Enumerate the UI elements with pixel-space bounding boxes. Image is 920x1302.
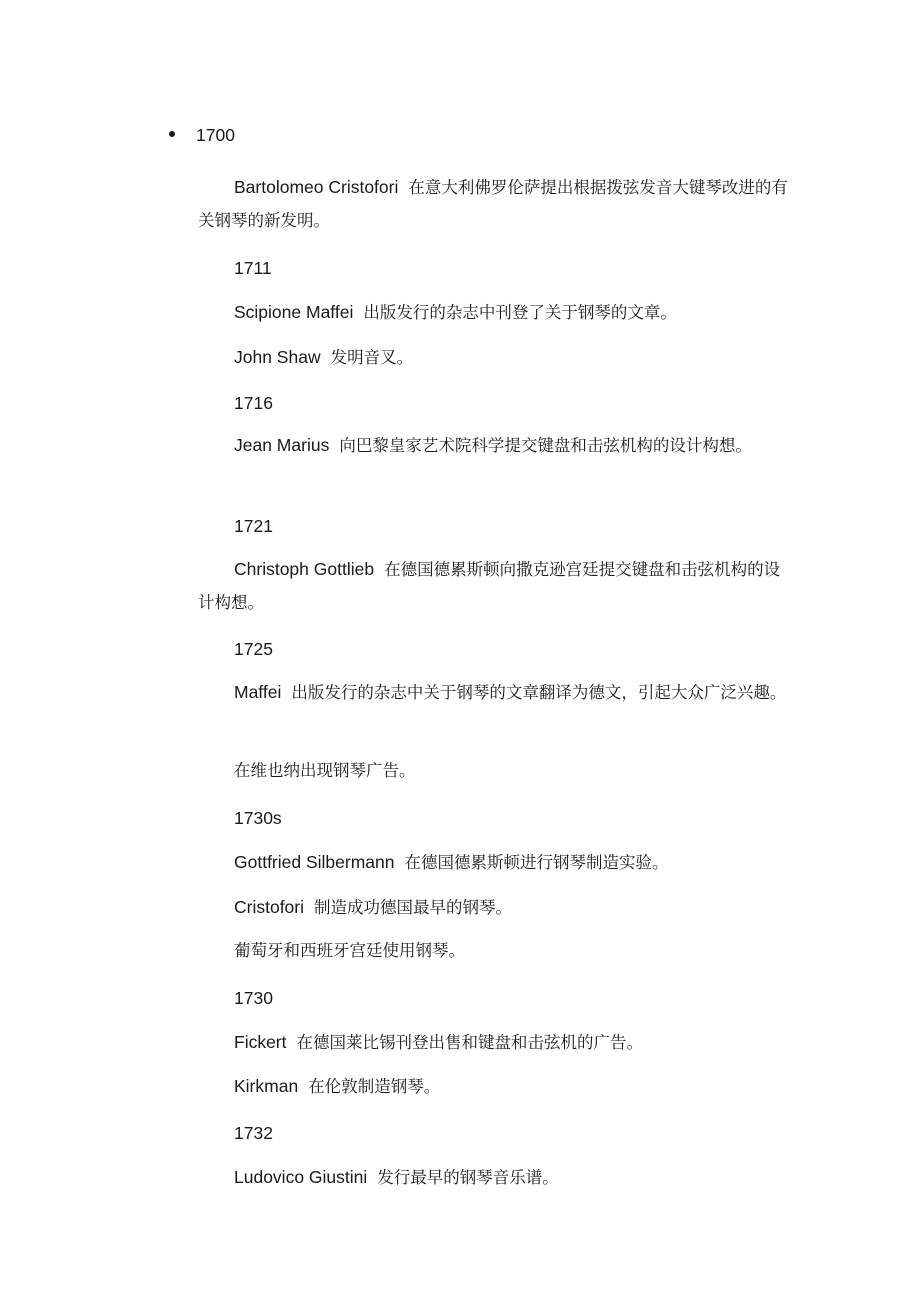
entry-text: 在德国莱比锡刊登出售和键盘和击弦机的广告。 — [296, 1033, 643, 1052]
entry-name: Bartolomeo Cristofori — [234, 177, 399, 197]
year-heading: 1732 — [234, 1123, 273, 1143]
year-heading: 1730s — [234, 808, 282, 828]
year-heading: 1730 — [234, 988, 273, 1008]
entry-text: 在德国德累斯顿进行钢琴制造实验。 — [404, 853, 669, 872]
entry-text: 出版发行的杂志中关于钢琴的文章翻译为德文，引起大众广泛兴趣。 — [291, 683, 787, 702]
year-heading: 1711 — [234, 258, 272, 278]
entry-text: 出版发行的杂志中刊登了关于钢琴的文章。 — [363, 303, 677, 322]
bullet-icon — [169, 131, 175, 137]
entry-paragraph — [234, 1166, 559, 1189]
entry-name: Maffei — [234, 682, 282, 702]
entry-paragraph — [234, 851, 669, 874]
entry-name: Ludovico Giustini — [234, 1167, 368, 1187]
entry-text: 制造成功德国最早的钢琴。 — [314, 898, 513, 917]
entry-name: Gottfried Silbermann — [234, 852, 395, 872]
entry-paragraph: 葡萄牙和西班牙宫廷使用钢琴。 — [234, 941, 465, 960]
entry-name: Cristofori — [234, 897, 305, 917]
entry-text: 在德国德累斯顿向撒克逊宫廷提交键盘和击弦机构的设计构想。 — [198, 560, 781, 612]
entry-text: 发行最早的钢琴音乐谱。 — [377, 1168, 559, 1187]
entry-name: Kirkman — [234, 1076, 299, 1096]
entry-paragraph — [234, 1031, 643, 1054]
entry-name: Scipione Maffei — [234, 302, 354, 322]
entry-paragraph — [198, 429, 788, 462]
entry-paragraph: 在维也纳出现钢琴广告。 — [234, 761, 416, 780]
entry-text: 向巴黎皇家艺术院科学提交键盘和击弦机构的设计构想。 — [339, 436, 752, 455]
entry-paragraph — [234, 896, 512, 919]
entry-paragraph — [198, 171, 788, 237]
entry-paragraph — [234, 301, 677, 324]
year-heading: 1716 — [234, 393, 273, 413]
entry-name: Jean Marius — [234, 435, 330, 455]
year-heading: 1700 — [196, 125, 235, 145]
entry-paragraph — [234, 346, 413, 369]
entry-name: Fickert — [234, 1032, 287, 1052]
year-heading: 1721 — [234, 516, 273, 536]
entry-text: 在意大利佛罗伦萨提出根据拨弦发音大键琴改进的有关钢琴的新发明。 — [198, 178, 788, 230]
entry-paragraph — [198, 676, 788, 709]
entry-paragraph — [198, 553, 788, 619]
entry-name: John Shaw — [234, 347, 321, 367]
entry-paragraph — [234, 1075, 440, 1098]
year-heading: 1725 — [234, 639, 273, 659]
entry-text: 发明音叉。 — [330, 348, 414, 367]
entry-text: 在伦敦制造钢琴。 — [308, 1077, 441, 1096]
entry-name: Christoph Gottlieb — [234, 559, 375, 579]
